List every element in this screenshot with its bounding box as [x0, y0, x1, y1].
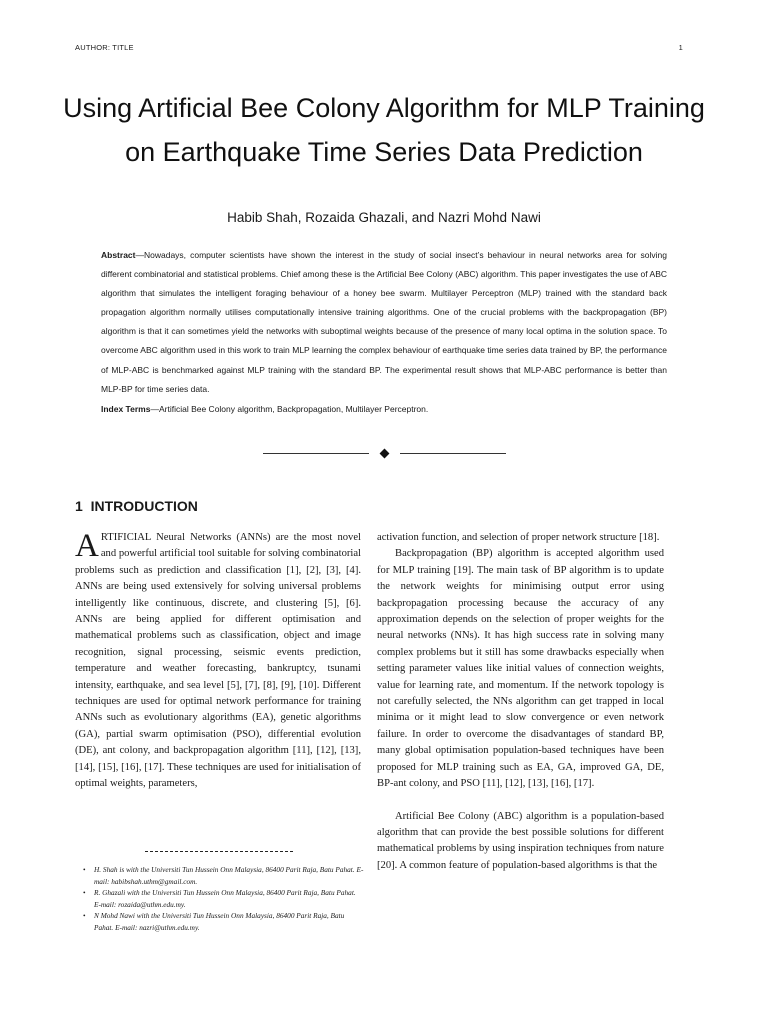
intro-paragraph-1-text: RTIFICIAL Neural Networks (ANNs) are the most novel and powerful artificial tool suitable for solving combinatorial problems such as prediction and classification [1], [2], [3], [4]. ANNs are being used extensively for solving universal problems intelligently like continuous, discrete, and clustering [5], [6]. ANNs are being applied for different optimisation and mathematical problems such as classification, object and image recognition, signal processing, seismic events prediction, temperature and weather forecasting, bankruptcy, tsunami intensity, earthquake, and sea level [5], [7], [8], [9], [10]. Different techniques are used for optimal network performance for training ANNs such as evolutionary algorithms (EA), genetic algorithms (GA), partial swarm optimisation (PSO), differential evolution (DE), ant colony, and backpropagation algorithm [11], [12], [13], [14], [15], [16], [17]. These techniques are used for initialisation of optimal weights, parameters, [75, 532, 361, 790]
index-terms [101, 404, 667, 414]
section-title: INTRODUCTION [90, 498, 198, 514]
divider-rule-left [263, 453, 369, 454]
footnote-item [80, 910, 364, 933]
bullet-icon: • [83, 911, 86, 921]
intro-paragraph-2: Backpropagation (BP) algorithm is accepted algorithm used for MLP training [19]. The main task of BP algorithm is to update the network weights for minimising output error using backpropagation processing because the accuracy of any approximation depends on the selection of proper weights for the neural networks (NNs). It has high success rate in solving many complex problems but it still has some drawbacks especially when setting parameter values like initial values of connection weights, value for learning rate, and momentum. If the network topology is not carefully selected, the NNs algorithm can get trapped in local minima or it might lead to slow convergence or even network failure. In order to overcome the disadvantages of standard BP, many global optimisation population-based techniques have been proposed for MLP training such as EA, GA, improved GA, DE, BP-ant colony, and PSO [11], [12], [13], [16], [17]. [377, 548, 664, 790]
running-head-author-title: AUTHOR: TITLE [75, 43, 134, 52]
abstract-text: —Nowadays, computer scientists have shown the interest in the study of social insect’s behaviour in neural networks area for solving different combinatorial and statistical problems. Chief among these is the Artificial Bee Colony (ABC) algorithm. This paper investigates the use of ABC algorithm that simulates the intelligent foraging behaviour of a honey bee swarm. Multilayer Perceptron (MLP) trained with the standard back propagation algorithm normally utilises computationally intensive training algorithms. One of the crucial problems with the backpropagation (BP) algorithm is that it can sometimes yield the networks with suboptimal weights because of the presence of many local optima in the solution space. To overcome ABC algorithm used in this work to train MLP learning the complex behaviour of earthquake time series data trained by BP, the performance of MLP-ABC is benchmarked against MLP training with the standard BP. The experimental result shows that MLP-ABC performance is better than MLP-BP for time series data. [101, 250, 667, 394]
bullet-icon: • [83, 888, 86, 898]
abstract-label: Abstract [101, 250, 136, 260]
running-head [75, 43, 683, 52]
intro-paragraph-1 [75, 530, 361, 793]
footnote-text: R. Ghazali with the Universiti Tun Hussein Onn Malaysia, 86400 Parit Raja, Batu Pahat. E-mail: rozaida@uthm.edu.my. [94, 888, 356, 909]
section-heading [75, 498, 198, 514]
paper-title: Using Artificial Bee Colony Algorithm for MLP Training on Earthquake Time Series Data Prediction [63, 93, 705, 167]
drop-cap: A [75, 528, 99, 564]
diamond-icon [379, 449, 389, 459]
bullet-icon: • [83, 865, 86, 874]
section-divider [0, 450, 768, 457]
abstract [101, 246, 667, 399]
footnote-item [80, 887, 364, 910]
author-affiliations [80, 864, 364, 934]
right-column [377, 530, 664, 874]
intro-paragraph-3: Artificial Bee Colony (ABC) algorithm is a population-based algorithm that can provide the best possible solutions for different mathematical problems by using inspiration techniques from nature [20]. A common feature of population-based algorithms is that the [377, 810, 664, 871]
footnote-separator [145, 851, 293, 852]
divider-rule-right [400, 453, 506, 454]
left-column [75, 530, 361, 793]
footnote-text: N Mohd Nawi with the Universiti Tun Hussein Onn Malaysia, 86400 Parit Raja, Batu Pahat. E-mail: nazri@uthm.edu.my. [94, 911, 345, 932]
page-number: 1 [678, 43, 683, 52]
section-number: 1 [75, 498, 83, 514]
footnote-text: H. Shah is with the Universiti Tun Hussein Onn Malaysia, 86400 Parit Raja, Batu Pahat. E-mail: habibshah.uthm@gmail.com. [94, 865, 364, 886]
index-terms-label: Index Terms [101, 404, 151, 414]
footnote-item [80, 864, 364, 887]
author-list: Habib Shah, Rozaida Ghazali, and Nazri Mohd Nawi [227, 210, 541, 225]
intro-paragraph-1-continued: activation function, and selection of proper network structure [18]. [377, 532, 660, 543]
index-terms-text: —Artificial Bee Colony algorithm, Backpropagation, Multilayer Perceptron. [150, 404, 429, 414]
